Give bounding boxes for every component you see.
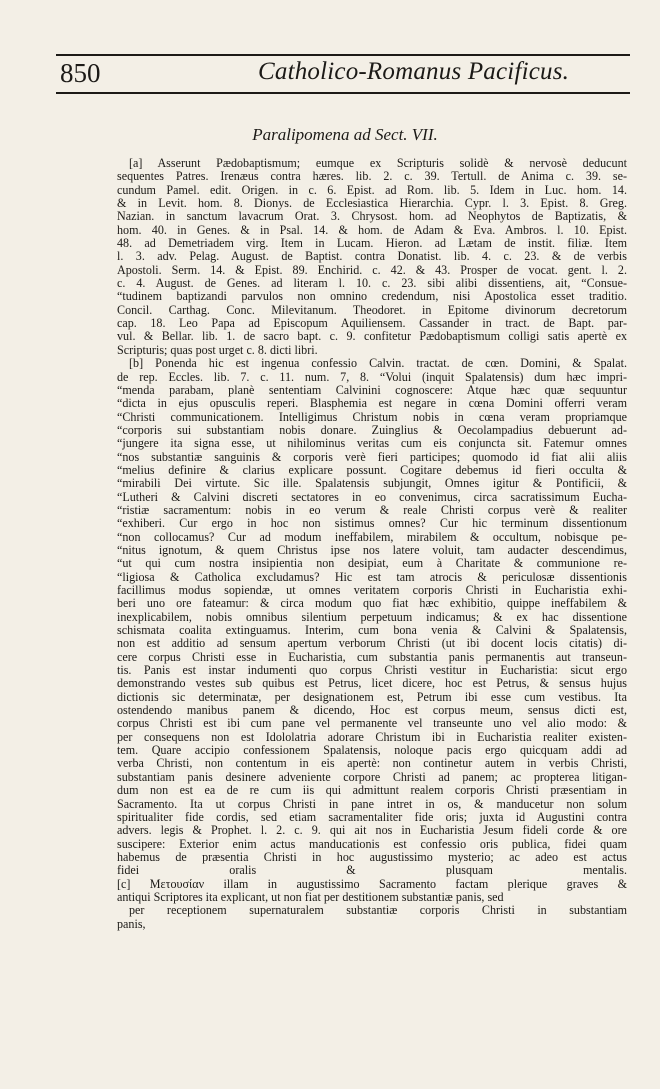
text-line: [a] Asserunt Pædobaptismum; eumque ex Scripturis solidè & nervosè deducunt (129, 157, 627, 170)
text-line: beri uno ore fateamur: & circa modum quo fiat hæc exhibitio, quippe ineffabilem & (117, 597, 627, 611)
text-line: “ut qui cum nostra insipientia non desipiat, eum à Charitate & communione re- (117, 557, 627, 571)
text-line: tem. Quare accipio confessionem Spalatensis, noloque pacis ergo quicquam addi ad (117, 744, 627, 758)
text-line: panis, (117, 917, 146, 931)
text-line: “exhiberi. Cur ergo in hoc non sistimus omnes? Cur hic terminum dissentionum (117, 517, 627, 531)
text-line: Nazian. in sanctum lavacrum Orat. 3. Chrysost. hom. ad Neophytos de Baptizatis, & (117, 210, 627, 224)
text-line: habemus de præsentia Christi in hoc augustissimo mysterio; ac adeo est actus (117, 850, 627, 864)
text-line: c. 4. August. de Genes. ad literam l. 10. c. 23. sibi alibi dissentiens, ait, “Consue- (117, 277, 627, 291)
text-line: inexplicabilem, nobis omnibus silentium perpetuum indicamus; & ex hac dissentione (117, 610, 627, 624)
text-line: vul. & Bellar. lib. 1. de sacro bapt. c. 9. confitetur Pædobaptismum colligi satis apertè ex (117, 330, 627, 344)
text-line: “menda parabam, planè sententiam Calvinini cognoscere: Atque hæc quæ sequuntur (117, 383, 627, 397)
header-top-rule (56, 54, 630, 56)
text-line: “jungere ita signa esse, ut nihilominus veritas cum eis conjuncta sit. Fatemur omnes (117, 437, 627, 451)
text-line: advers. legis & Prophet. l. 2. c. 9. qui ait nos in Eucharistia Jesum fideli corde & ore (117, 824, 627, 838)
text-line: “nitus ignotum, & quem Christus ipse nos latere voluit, tam audacter descendimus, (117, 543, 627, 557)
text-line: cap. 18. Leo Papa ad Episcopum Aquiliensem. Cassander in tract. de Bapt. par- (117, 317, 627, 331)
text-line: Apostoli. Serm. 14. & Epist. 89. Enchirid. c. 42. & 43. Prosper de vocat. gent. l. 2. (117, 263, 627, 277)
text-line: de rep. Eccles. lib. 7. c. 11. num. 7, 8. “Volui (inquit Spalatensis) dum hæc impri- (117, 370, 627, 384)
text-line: demonstrando vestes sub quibus est Petrus, licet dicere, hoc est Petrus, & sensus hujus (117, 677, 627, 691)
text-line: Scripturis; quas post urget c. 8. dicti libri. (117, 343, 318, 357)
text-line: “Lutheri & Calvini discreti sectatores in eo convenimus, circa sacratissimum Eucha- (117, 490, 627, 504)
text-line: l. 3. adv. Pelag. August. de Baptist. contra Donatist. lib. 4. c. 23. & de verbis (117, 250, 627, 264)
text-line: “corporis sui substantiam nobis donare. Zuinglius & Oecolampadius debuerunt ad- (117, 423, 627, 437)
text-line: “nos substantiæ sanguinis & corporis verè fieri participes; quomodo id fiat alii aliis (117, 450, 627, 464)
text-line: “non collocamus? Cur ad modum ineffabilem, mirabilem & occultum, nobisque pe- (117, 530, 627, 544)
text-line: dum non est ea de re cum iis qui admittunt realem corporis Christi præsentiam in (117, 784, 627, 798)
section-title: Paralipomena ad Sect. VII. (252, 125, 438, 144)
text-line: & in Levit. hom. 8. Dionys. de Ecclesiastica Hierarchia. Cypr. l. 3. Epist. 8. Greg. (117, 197, 627, 211)
text-line: “tudinem baptizandi parvulos non omnino credendum, nisi Apostolica esset traditio. (117, 290, 627, 304)
text-line: Sacramento. Ita ut corpus Christi in pane intret in os, & manducetur non solum (117, 797, 627, 811)
text-line: “dicta in ejus opusculis reperi. Blasphemia est negare in cœna Domini offerri veram (117, 397, 627, 411)
text-line: antiqui Scriptores ita explicant, ut non fiat per destitionem substantiæ panis, sed (117, 890, 504, 904)
text-line: ostendendo manibus panem & dicendo, Hoc est corpus meum, sensus dicti est, (117, 704, 627, 718)
text-line: “ristiæ sacramentum: nobis in eo verum & reale Christi corpus verè & realiter (117, 503, 627, 517)
text-line: substantiam panis desinere adveniente corpore Christi ad panem; ac propterea litigan- (117, 770, 627, 784)
text-line: schismata coalita extinguamus. Interim, cum bona venia & Calvini & Spalatensis, (117, 624, 627, 638)
text-line: “melius definire & clarius explicare possunt. Cogitare debemus id fieri occulta & (117, 463, 627, 477)
text-line: facillimus modus sopiendæ, ut omnes veritatem corporis Christi in Eucharistia exhi- (117, 584, 627, 597)
text-line: Concil. Carthag. Conc. Milevitanum. Theodoret. in Epitome divinorum decretorum (117, 303, 627, 317)
text-line: cundum Pamel. edit. Origen. in c. 6. Epist. ad Rom. lib. 5. Idem in Luc. hom. 14. (117, 183, 627, 197)
text-line: 48. ad Demetriadem virg. Item in Lucam. Hieron. ad Lætam de instit. filiæ. Item (117, 237, 627, 251)
text-line: [c] Μετουσίαν illam in augustissimo Sacramento factam plerique graves & (117, 877, 627, 891)
text-line: “ligiosa & Catholica excludamus? Hic est tam atrocis & periculosæ dissentionis (117, 570, 627, 584)
text-line: spiritualiter fide cordis, sed etiam sacramentaliter fide oris; juxta id Augustini contra (117, 810, 627, 824)
text-line: cere corpus Christi esse in Eucharistia, cum substantia panis permanentis aut transeun- (117, 650, 627, 664)
running-title: Catholico-Romanus Pacificus. (258, 58, 570, 85)
text-line: per receptionem supernaturalem substantiæ corporis Christi in substantiam (129, 904, 627, 918)
text-line: per consequens non est Idololatria adorare Christum ibi in Eucharistia realiter existen- (117, 730, 627, 744)
text-line: dictionis sic determinatæ, per designationem est, Petrum ibi esse cum vestibus. Ita (117, 690, 627, 704)
text-line: tis. Panis est instar indumenti quo corpus Christi vestitur in Eucharistia: sicut ergo (117, 664, 627, 678)
text-line: sequentes Patres. Irenæus contra hæres. lib. 2. c. 39. Tertull. de Anima c. 39. se- (117, 170, 627, 184)
text-line: “Christi communicationem. Intelligimus Christum nobis in cœna veram propriamque (117, 410, 627, 424)
text-line: corpus Christi est ibi cum pane vel permanente vel transeunte uno vel alio modo: & (117, 717, 627, 731)
text-line: suscipere: Exterior enim actus manducationis est confessio oris publica, fidei quam (117, 837, 627, 851)
text-line: verba Christi, non contentum in eis apertè: non continetur autem in verbis Christi, (117, 757, 627, 771)
page-number: 850 (60, 58, 101, 88)
text-line: fidei oralis & plusquam mentalis. (117, 864, 627, 878)
text-line: hom. 40. in Genes. & in Psal. 14. & hom. de Adam & Eva. Ambros. l. 10. Epist. (117, 223, 627, 237)
body-text (117, 157, 627, 931)
header-bottom-rule (56, 92, 630, 94)
text-line: “mirabili Dei virtute. Sic ille. Spalatensis subjungit, Omnes igitur & Pontificii, & (117, 477, 627, 491)
text-line: [b] Ponenda hic est ingenua confessio Calvin. tractat. de cœn. Domini, & Spalat. (129, 357, 627, 371)
text-line: non est additio ad sensum apertum verborum Christi (ut ibi docent locis citatis) di- (117, 637, 627, 651)
